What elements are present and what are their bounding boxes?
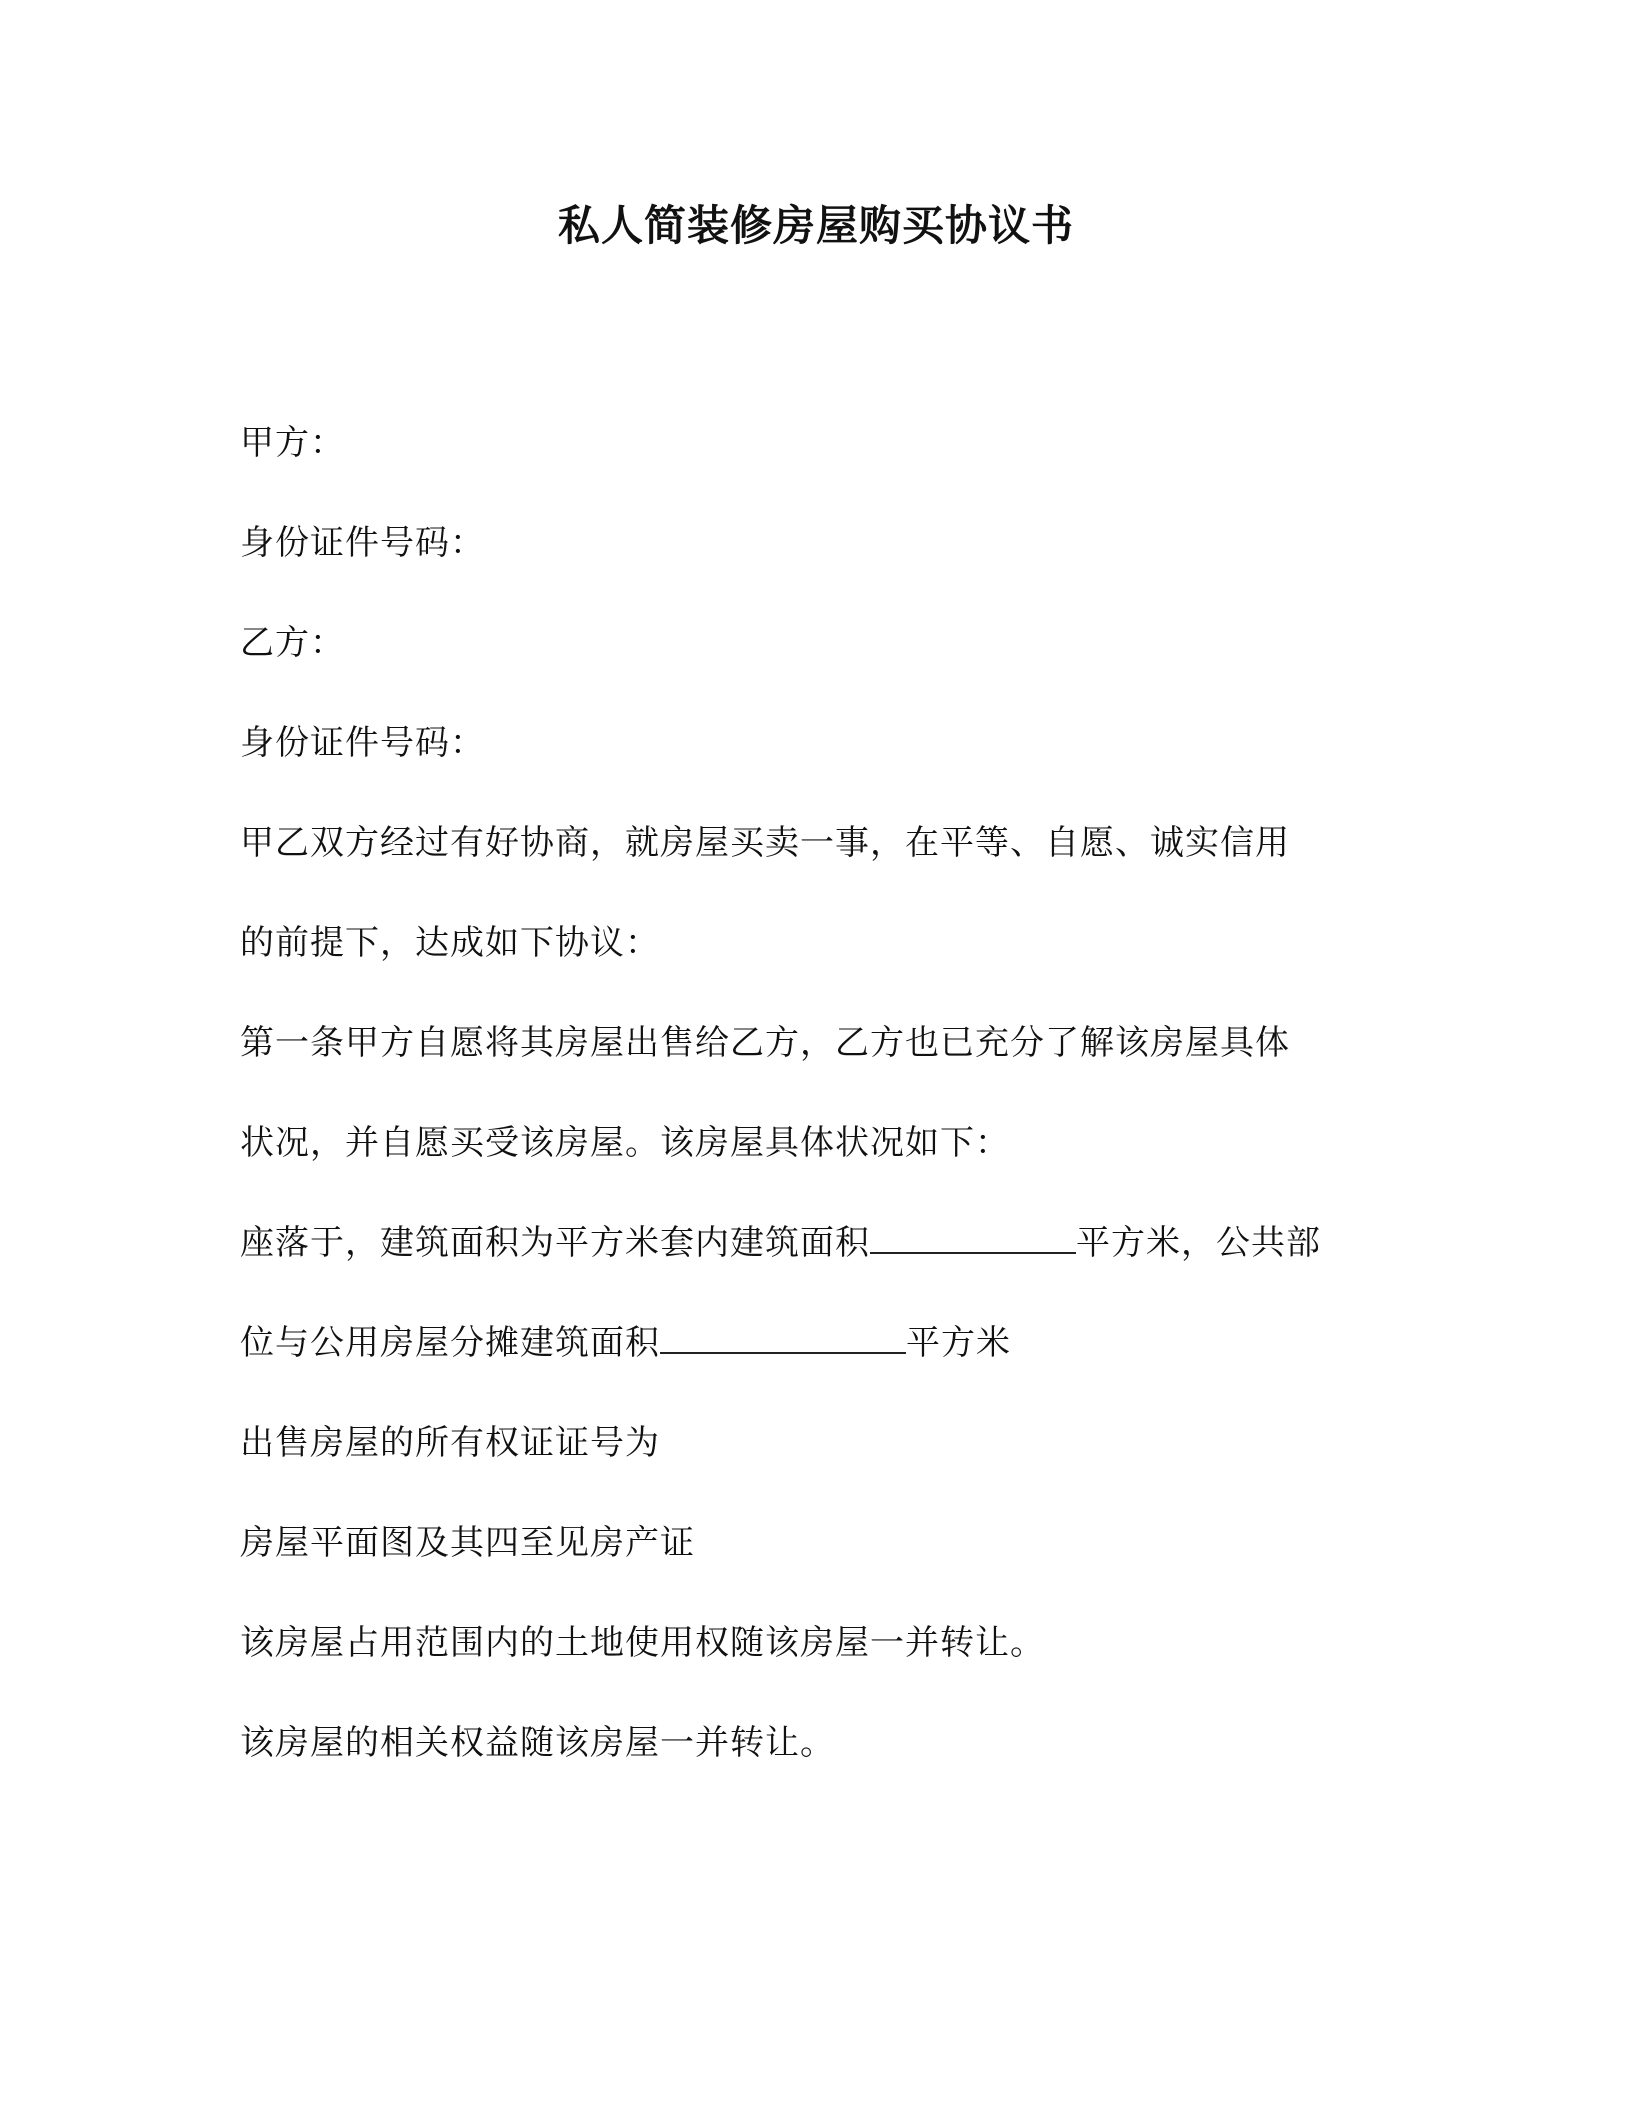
document-title: 私人简装修房屋购买协议书 bbox=[557, 201, 1074, 250]
floorplan-line: 房屋平面图及其四至见房产证 bbox=[240, 1523, 695, 1563]
related-rights-line: 该房屋的相关权益随该房屋一并转让。 bbox=[240, 1723, 835, 1763]
location-text-1: 座落于，建筑面积为平方米套内建筑面积 bbox=[240, 1223, 870, 1263]
intro-line-1: 甲乙双方经过有好协商，就房屋买卖一事，在平等、自愿、诚实信用 bbox=[240, 823, 1290, 863]
party-a-id-label: 身份证件号码： bbox=[240, 523, 485, 563]
party-b-label: 乙方： bbox=[240, 623, 345, 663]
intro-line-2: 的前提下，达成如下协议： bbox=[240, 923, 660, 963]
party-a-label: 甲方： bbox=[240, 423, 345, 463]
land-rights-line: 该房屋占用范围内的土地使用权随该房屋一并转让。 bbox=[240, 1623, 1045, 1663]
certificate-line: 出售房屋的所有权证证号为 bbox=[240, 1423, 660, 1463]
article-1-line-1: 第一条甲方自愿将其房屋出售给乙方，乙方也已充分了解该房屋具体 bbox=[240, 1023, 1290, 1063]
location-text-2: 平方米，公共部 bbox=[1076, 1223, 1321, 1263]
shared-area-text-1: 位与公用房屋分摊建筑面积 bbox=[240, 1323, 660, 1363]
party-b-id-label: 身份证件号码： bbox=[240, 723, 485, 763]
shared-area-blank bbox=[660, 1318, 906, 1354]
article-1-line-2: 状况，并自愿买受该房屋。该房屋具体状况如下： bbox=[240, 1123, 1010, 1163]
shared-area-text-2: 平方米 bbox=[906, 1323, 1011, 1363]
location-line bbox=[240, 1218, 1321, 1268]
shared-area-line bbox=[240, 1318, 1011, 1368]
inner-area-blank bbox=[870, 1218, 1076, 1254]
